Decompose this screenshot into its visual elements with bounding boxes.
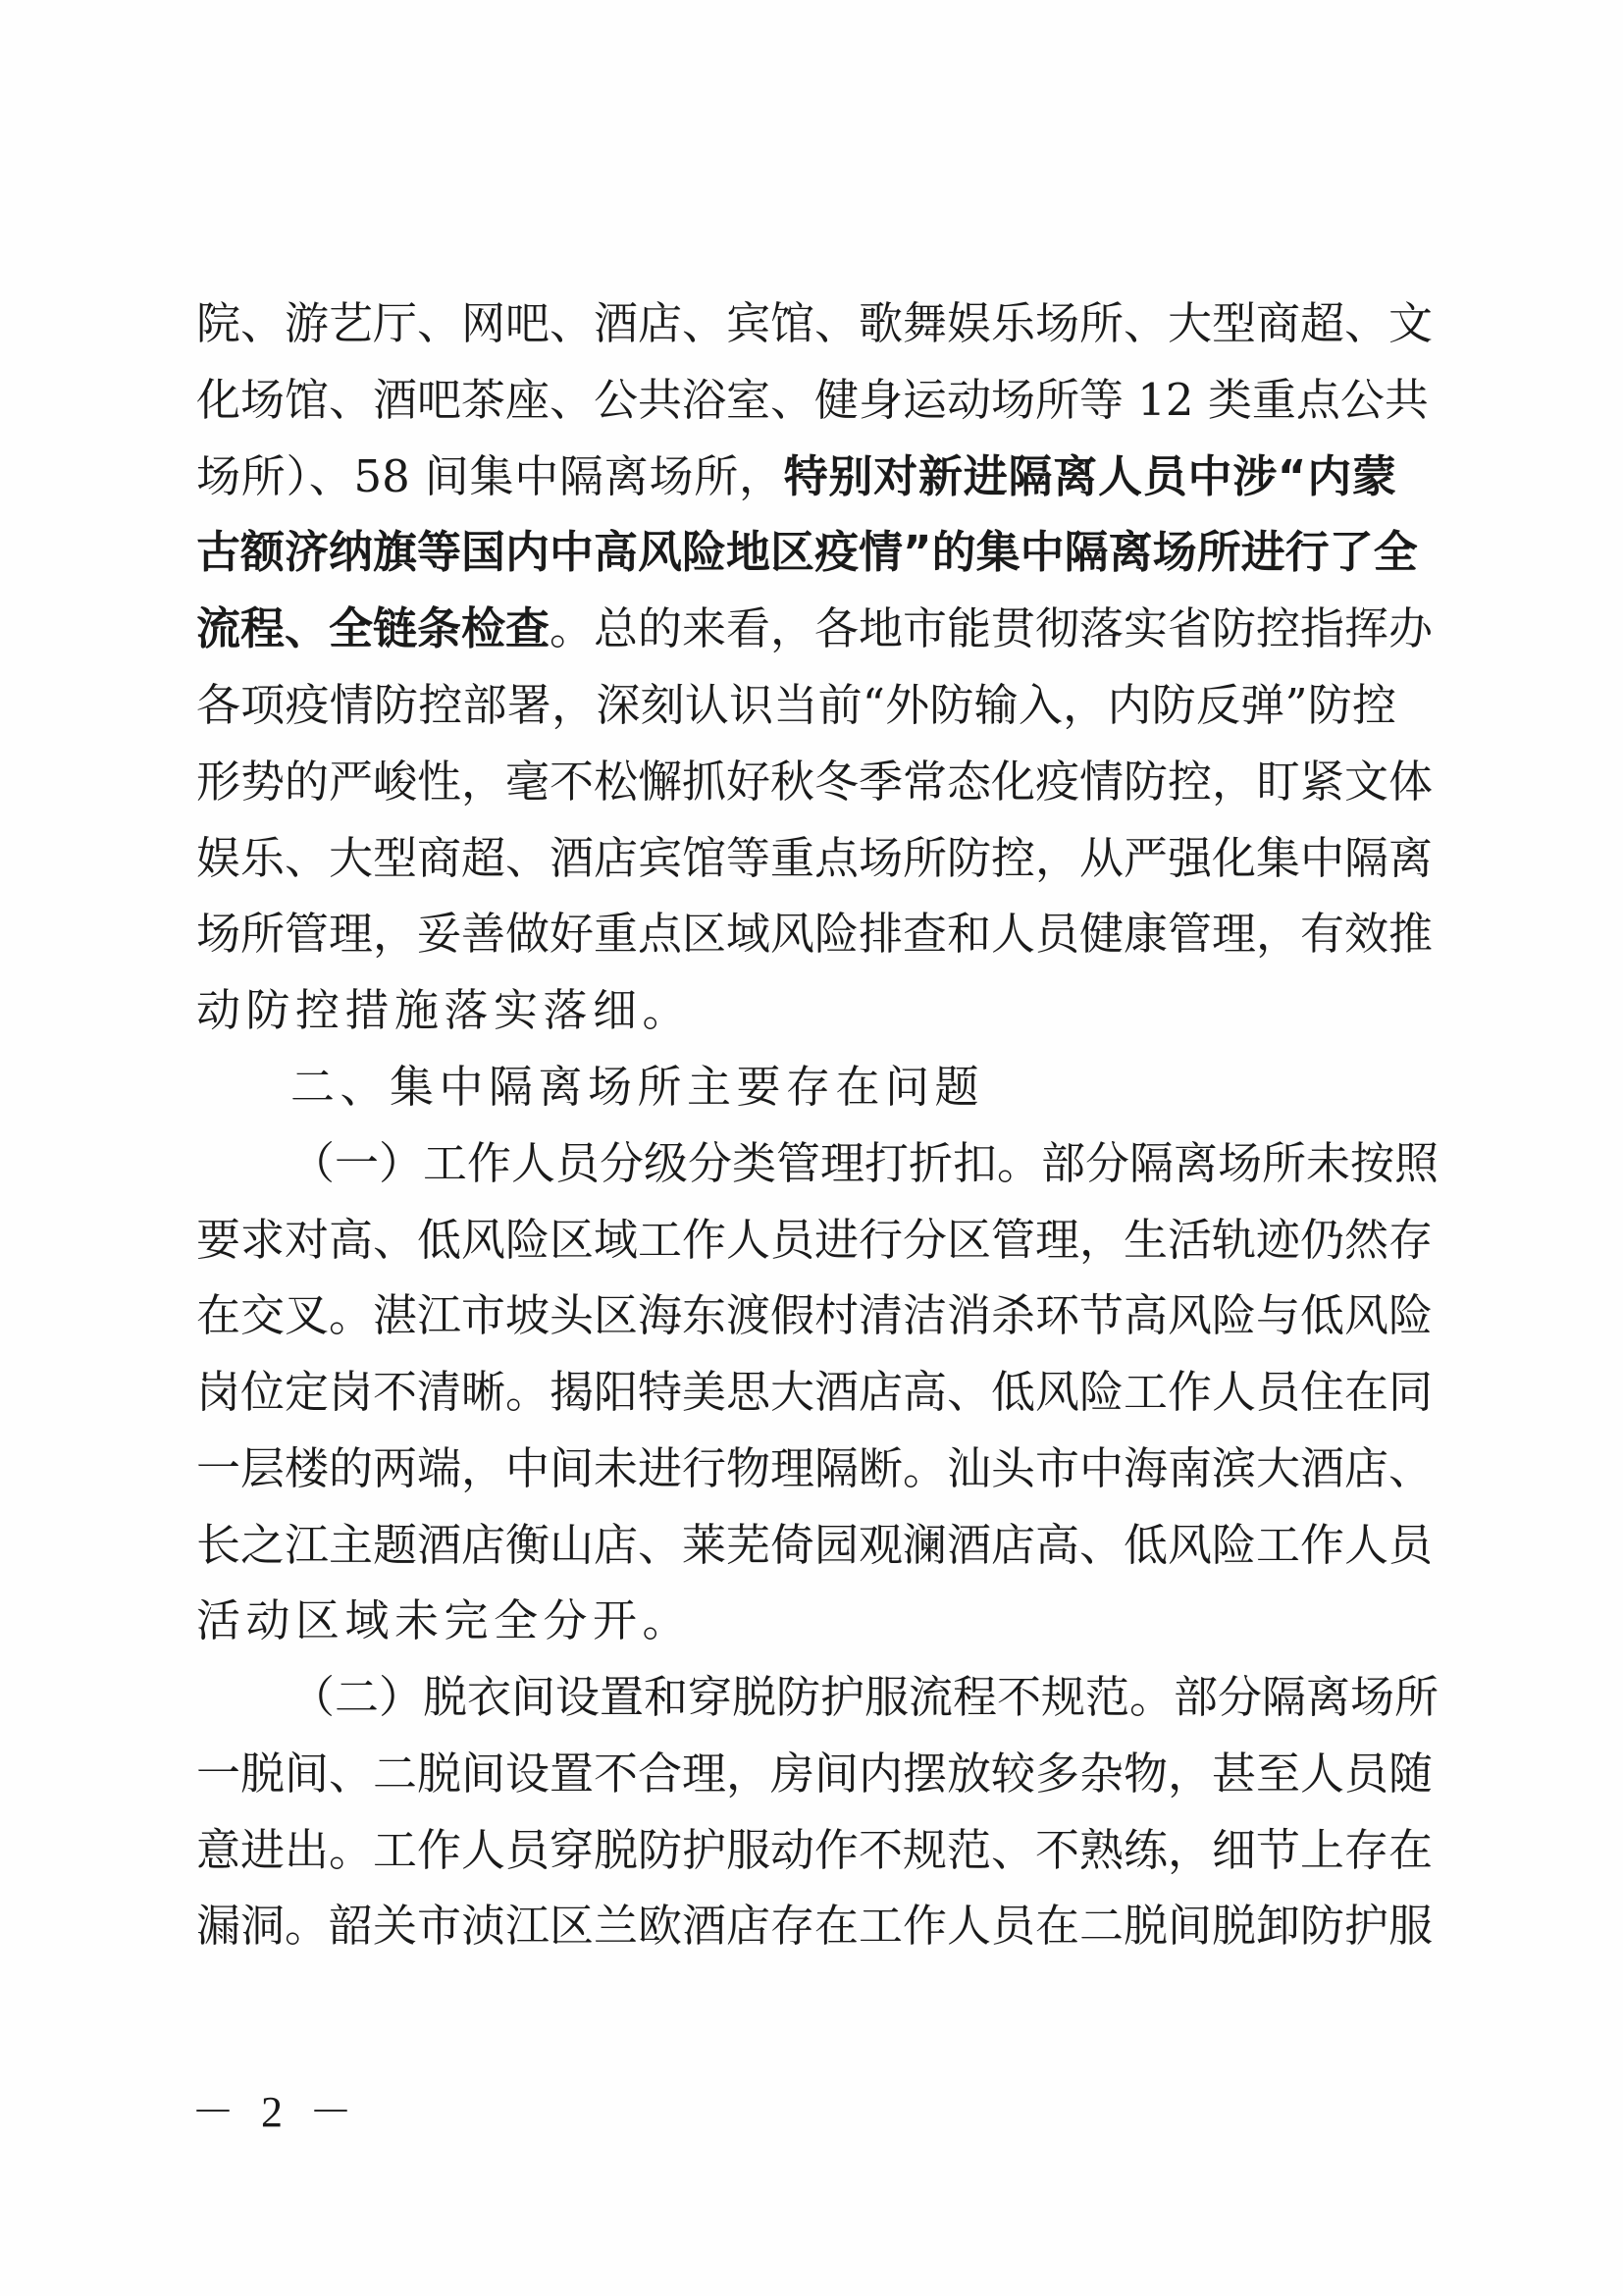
text-segment: 一层楼的两端，中间未进行物理隔断。汕头市中海南滨大酒店、 xyxy=(196,1442,1434,1494)
text-segment: 意进出。工作人员穿脱防护服动作不规范、不熟练，细节上存在 xyxy=(196,1824,1434,1876)
body-line xyxy=(196,1507,1434,1584)
text-segment: 漏洞。韶关市浈江区兰欧酒店存在工作人员在二脱间脱卸防护服 xyxy=(196,1900,1434,1952)
body-line xyxy=(196,896,1434,972)
text-segment: 长之江主题酒店衡山店、莱芜倚园观澜酒店高、低风险工作人员 xyxy=(196,1519,1434,1571)
body-line xyxy=(196,1812,1434,1889)
text-segment: 娱乐、大型商超、酒店宾馆等重点场所防控，从严强化集中隔离 xyxy=(196,832,1434,884)
body-line xyxy=(196,1202,1434,1278)
text-segment: 。总的来看，各地市能贯彻落实省防控指挥办 xyxy=(550,602,1434,654)
body-line xyxy=(196,1888,1434,1964)
text-segment: 一脱间、二脱间设置不合理，房间内摆放较多杂物，甚至人员随 xyxy=(196,1748,1434,1800)
text-segment: 动防控措施落实落细。 xyxy=(196,984,693,1036)
body-line xyxy=(196,667,1396,744)
body-line xyxy=(196,439,1396,515)
body-line xyxy=(196,591,1434,667)
body-line xyxy=(196,514,1418,591)
text-segment: 要求对高、低风险区域工作人员进行分区管理，生活轨迹仍然存 xyxy=(196,1214,1434,1266)
text-segment: 各项疫情防控部署，深刻认识当前“外防输入，内防反弹”防控 xyxy=(196,679,1396,731)
paragraph-end-line xyxy=(196,972,1396,1049)
text-segment: （二）脱衣间设置和穿脱防护服流程不规范。部分隔离场所 xyxy=(290,1671,1440,1723)
text-segment: 岗位定岗不清晰。揭阳特美思大酒店高、低风险工作人员住在同 xyxy=(196,1366,1434,1418)
body-line xyxy=(196,1431,1434,1507)
text-segment: 活动区域未完全分开。 xyxy=(196,1594,693,1646)
subsection-heading-line xyxy=(290,1125,1440,1202)
body-line xyxy=(196,820,1434,897)
body-line xyxy=(196,1278,1434,1354)
body-line xyxy=(196,362,1429,439)
body-line xyxy=(196,286,1434,362)
text-segment: 形势的严峻性，毫不松懈抓好秋冬季常态化疫情防控，盯紧文体 xyxy=(196,756,1434,808)
text-segment: 院、游艺厅、网吧、酒店、宾馆、歌舞娱乐场所、大型商超、文 xyxy=(196,297,1434,349)
text-segment: 场所管理，妥善做好重点区域风险排查和人员健康管理，有效推 xyxy=(196,908,1434,960)
subsection-heading-line xyxy=(290,1659,1440,1736)
body-line xyxy=(196,1354,1434,1431)
text-segment: 场所）、58 间集中隔离场所， xyxy=(196,450,784,502)
bold-text-segment: 流程、全链条检查 xyxy=(196,602,550,654)
section-heading xyxy=(290,1049,1396,1125)
section-heading-text: 二、集中隔离场所主要存在问题 xyxy=(290,1061,985,1113)
page-number: － 2 － xyxy=(191,2088,360,2136)
paragraph-end-line xyxy=(196,1583,1396,1659)
bold-text-segment: 特别对新进隔离人员中涉“内蒙 xyxy=(783,450,1396,502)
body-line xyxy=(196,744,1434,820)
body-line xyxy=(196,1736,1434,1812)
bold-text-segment: 古额济纳旗等国内中高风险地区疫情”的集中隔离场所进行了全 xyxy=(196,526,1418,578)
text-segment: 化场馆、酒吧茶座、公共浴室、健身运动场所等 12 类重点公共 xyxy=(196,374,1429,426)
text-segment: （一）工作人员分级分类管理打折扣。部分隔离场所未按照 xyxy=(290,1137,1440,1189)
text-segment: 在交叉。湛江市坡头区海东渡假村清洁消杀环节高风险与低风险 xyxy=(196,1289,1434,1341)
